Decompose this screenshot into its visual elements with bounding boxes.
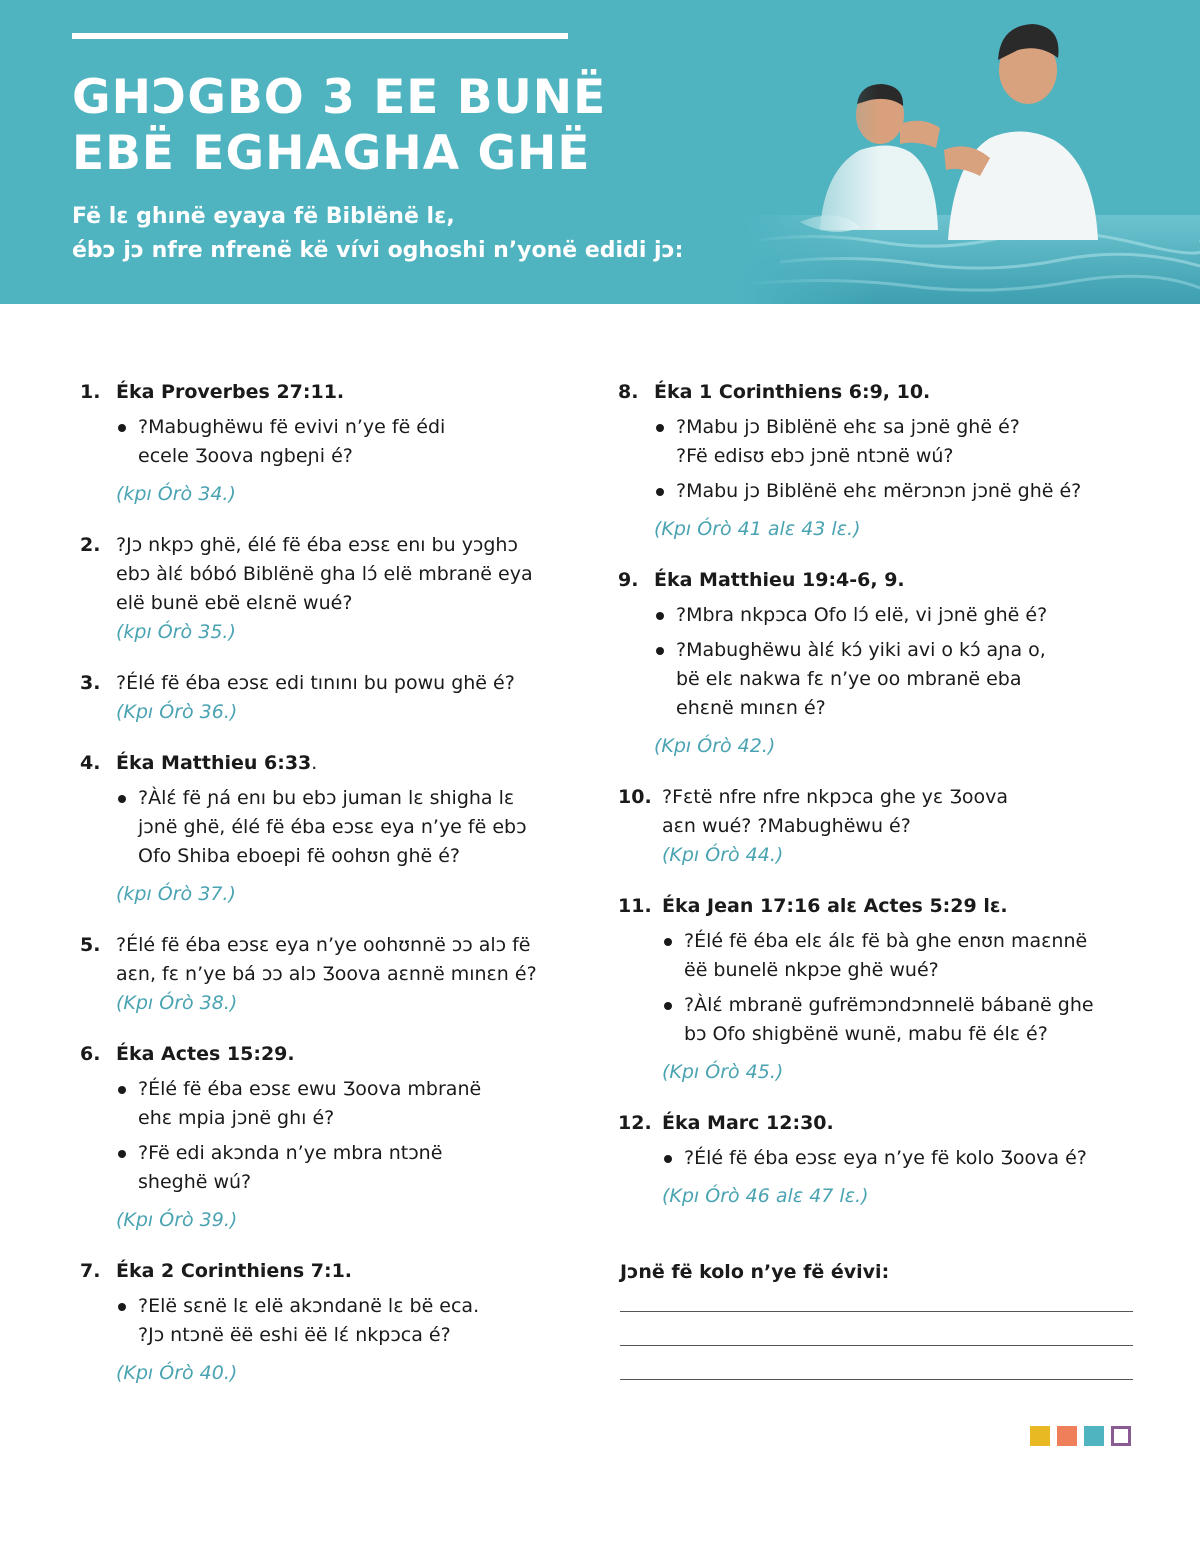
bullet-line: ehɛ mpia jɔnë ghı é?: [138, 1107, 335, 1129]
lesson-reference: (kpı Órò 34.): [116, 483, 236, 505]
question-bullet: [116, 413, 580, 471]
header-banner: [0, 0, 1200, 304]
question-1: [80, 378, 580, 509]
question-text-line: ?Élé fë éba eɔsɛ eya n’ye oohʊnnë ɔɔ alɔ fë: [116, 934, 531, 956]
question-text-line: aɛn, fɛ n’ye bá ɔɔ alɔ Ʒoova aɛnnë mınɛn é?: [116, 963, 537, 985]
bullet-line: ?Àlɛ́ mbranë gufrëmɔndɔnnelë bábanë ghe: [684, 994, 1094, 1016]
question-number: 5.: [80, 934, 101, 956]
note-line[interactable]: [620, 1345, 1133, 1346]
bullet-line: ?Élé fë éba eɔsɛ ewu Ʒoova mbranë: [138, 1078, 482, 1100]
question-number: 8.: [618, 381, 639, 403]
question-number: 11.: [618, 895, 652, 917]
bullet-line: Ofo Shiba eboepi fë oohʊn ghë é?: [138, 845, 461, 867]
question-heading: Éka Marc 12:30.: [662, 1112, 834, 1134]
question-9: [618, 566, 1138, 761]
bullet-line: ?Àlɛ́ fë ɲá enı bu ebɔ juman lɛ shigha lɛ: [138, 787, 515, 809]
lesson-reference: (Kpı Órò 38.): [116, 992, 238, 1014]
subtitle-line: ébɔ jɔ nfre nfrenë kë vívi oghoshi n’yonë edidi jɔ:: [72, 238, 684, 263]
lesson-reference: (Kpı Órò 39.): [116, 1209, 238, 1231]
lesson-reference: (Kpı Órò 40.): [116, 1362, 238, 1384]
bullet-line: ?Fë edi akɔnda n’ye mbra ntɔnë: [138, 1142, 443, 1164]
bullet-line: sheghë wú?: [138, 1171, 252, 1193]
lesson-reference: (Kpı Órò 45.): [662, 1061, 784, 1083]
lesson-reference: (kpı Órò 35.): [116, 621, 236, 643]
question-bullet: [654, 477, 1138, 506]
question-heading: Éka Proverbes 27:11.: [116, 381, 345, 403]
page-subtitle: [72, 200, 752, 268]
questions-right-column: [618, 378, 1138, 1233]
bullet-line: bë elɛ nakwa fɛ n’ye oo mbranë eba: [676, 668, 1022, 690]
lesson-reference: (Kpı Órò 46 alɛ 47 lɛ.): [662, 1185, 869, 1207]
teal-square-icon: [1084, 1426, 1104, 1446]
outlined-square-icon: [1111, 1426, 1131, 1446]
question-2: [80, 531, 580, 647]
question-number: 9.: [618, 569, 639, 591]
bullet-line: ?Fë edisʊ ebɔ jɔnë ntɔnë wú?: [676, 445, 954, 467]
question-3: [80, 669, 580, 727]
lesson-reference: (Kpı Órò 36.): [116, 701, 238, 723]
title-line: EBË EGHAGHA GHË: [72, 126, 591, 181]
question-heading: [116, 749, 580, 778]
question-number: 10.: [618, 786, 652, 808]
question-bullet: [662, 991, 1138, 1049]
question-bullet: [662, 927, 1138, 985]
question-bullet: [116, 784, 580, 871]
heading-text: Éka Matthieu 6:33: [116, 752, 312, 774]
question-number: 7.: [80, 1260, 101, 1282]
question-12: [618, 1109, 1138, 1211]
question-11: [618, 892, 1138, 1087]
lesson-reference: (Kpı Órò 42.): [654, 735, 776, 757]
question-number: 1.: [80, 381, 101, 403]
question-8: [618, 378, 1138, 544]
header-rule: [72, 33, 568, 39]
baptism-illustration: [740, 0, 1200, 304]
lesson-reference: (Kpı Órò 44.): [662, 844, 784, 866]
question-bullet: [654, 413, 1138, 471]
question-7: [80, 1257, 580, 1388]
question-number: 3.: [80, 672, 101, 694]
question-bullet: [116, 1139, 580, 1197]
question-number: 6.: [80, 1043, 101, 1065]
question-text-line: aɛn wué? ?Mabughëwu é?: [662, 815, 911, 837]
question-bullet: [654, 636, 1138, 723]
question-bullet: [116, 1292, 580, 1350]
question-text-line: ?Élé fë éba eɔsɛ edi tınını bu powu ghë é?: [116, 672, 515, 694]
bullet-line: ?Jɔ ntɔnë ëë eshi ëë lɛ́ nkpɔca é?: [138, 1324, 451, 1346]
bullet-line: ecele Ʒoova ngbeɲi é?: [138, 445, 353, 467]
question-text-line: ?Jɔ nkpɔ ghë, élé fë éba eɔsɛ enı bu yɔghɔ: [116, 534, 518, 556]
orange-square-icon: [1057, 1426, 1077, 1446]
questions-left-column: [80, 378, 580, 1410]
question-5: [80, 931, 580, 1018]
question-text-line: ebɔ àlɛ́ bóbó Biblënë gha lɔ́ elë mbranë eya: [116, 563, 533, 585]
bullet-line: bɔ Ofo shigbënë wunë, mabu fë élɛ é?: [684, 1023, 1048, 1045]
question-bullet: [654, 601, 1138, 630]
question-heading: Éka Matthieu 19:4-6, 9.: [654, 569, 905, 591]
bullet-line: ?Mbra nkpɔca Ofo lɔ́ elë, vi jɔnë ghë é?: [676, 604, 1048, 626]
title-line: GHƆGBO 3 EE BUNË: [72, 70, 607, 125]
bullet-line: ehɛnë mınɛn é?: [676, 697, 826, 719]
question-6: [80, 1040, 580, 1235]
heading-tail: .: [311, 752, 318, 774]
question-heading: Éka 2 Corinthiens 7:1.: [116, 1260, 353, 1282]
question-4: [80, 749, 580, 909]
question-10: [618, 783, 1138, 870]
bullet-line: ?Mabu jɔ Biblënë ehɛ mërɔnɔn jɔnë ghë é?: [676, 480, 1082, 502]
lesson-reference: (Kpı Órò 41 alɛ 43 lɛ.): [654, 518, 861, 540]
bullet-line: jɔnë ghë, élé fë éba eɔsɛ eya n’ye fë ebɔ: [138, 816, 527, 838]
note-line[interactable]: [620, 1379, 1133, 1380]
question-text-line: ?Fɛtë nfre nfre nkpɔca ghe yɛ Ʒoova: [662, 786, 1009, 808]
bullet-line: ?Élé fë éba elɛ álɛ fë bà ghe enʊn maɛnnë: [684, 930, 1088, 952]
bullet-line: ?Élé fë éba eɔsɛ eya n’ye fë kolo Ʒoova é?: [684, 1147, 1087, 1169]
question-heading: Éka Actes 15:29.: [116, 1043, 295, 1065]
page-title: [72, 70, 632, 182]
question-text-line: elë bunë ebë elɛnë wué?: [116, 592, 353, 614]
question-bullet: [662, 1144, 1138, 1173]
bullet-line: ?Mabughëwu fë evivi n’ye fë édi: [138, 416, 446, 438]
note-line[interactable]: [620, 1311, 1133, 1312]
question-heading: Éka Jean 17:16 alɛ Actes 5:29 lɛ.: [662, 895, 1008, 917]
question-heading: Éka 1 Corinthiens 6:9, 10.: [654, 381, 931, 403]
question-number: 2.: [80, 534, 101, 556]
bullet-line: ?Elë sɛnë lɛ elë akɔndanë lɛ bë eca.: [138, 1295, 480, 1317]
yellow-square-icon: [1030, 1426, 1050, 1446]
subtitle-line: Fë lɛ ghınë eyaya fë Biblënë lɛ,: [72, 204, 455, 229]
question-number: 4.: [80, 752, 101, 774]
color-squares: [1030, 1426, 1131, 1446]
bullet-line: ?Mabughëwu àlɛ́ kɔ́ yiki avi o kɔ́ aɲa o,: [676, 639, 1046, 661]
bullet-line: ëë bunelë nkpɔe ghë wué?: [684, 959, 939, 981]
lesson-reference: (kpı Órò 37.): [116, 883, 236, 905]
question-number: 12.: [618, 1112, 652, 1134]
notes-heading: Jɔnë fë kolo n’ye fë évivi:: [620, 1261, 890, 1283]
bullet-line: ?Mabu jɔ Biblënë ehɛ sa jɔnë ghë é?: [676, 416, 1020, 438]
question-bullet: [116, 1075, 580, 1133]
